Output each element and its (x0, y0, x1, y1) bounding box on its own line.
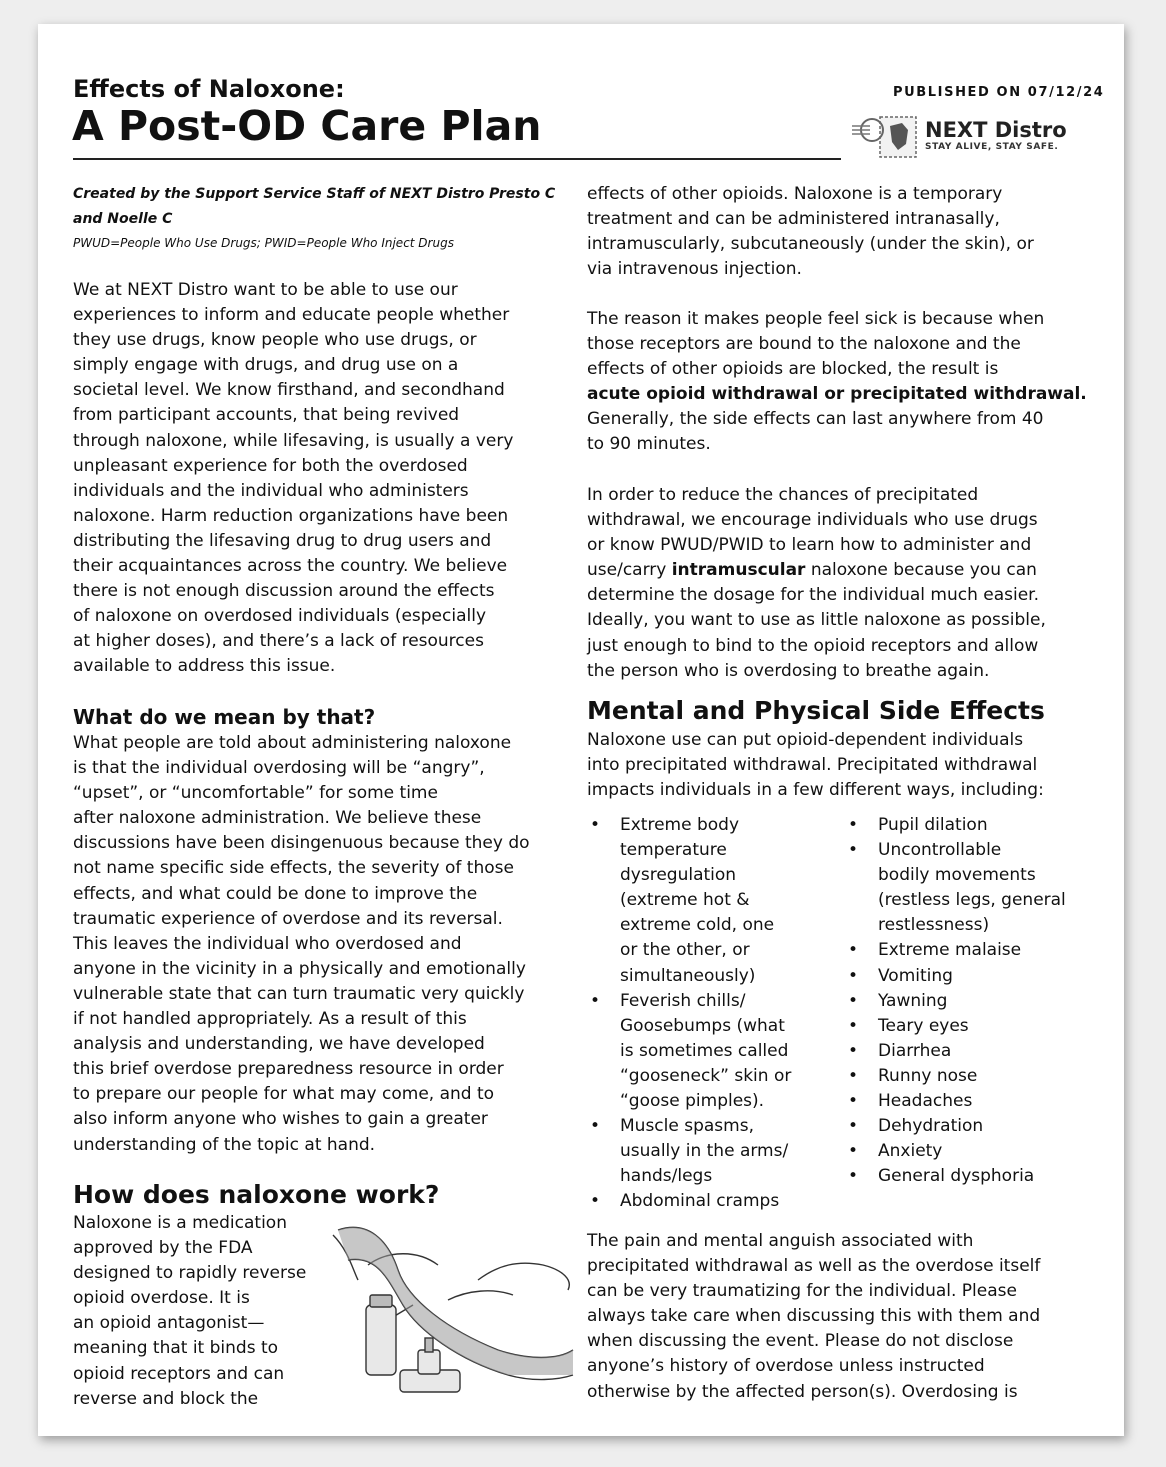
list-item: • Uncontrollable bodily movements (restless legs, general restlessness) (846, 838, 1086, 938)
side-effects-list-a (588, 813, 828, 1215)
meaning-paragraph: What people are told about administering naloxone is that the individual overdosing will be “angry”, “upset”, or “uncomfortable” for some time after naloxone administration. We believe these discussions have been disingenuous because they do not name specific side effects, the severity of those effects, and what could be done to improve the traumatic experience of overdose and its reversal. This leaves the individual who overdosed and anyone in the vicinity in a physically and emotionally vulnerable state that can turn traumatic very quickly if not handled appropriately. As a result of this analysis and understanding, we have developed this brief overdose preparedness resource in order to prepare our people for what may come, and to also inform anyone who wishes to gain a greater understanding of the topic at hand. (73, 733, 530, 1155)
intro-paragraph: We at NEXT Distro want to be able to use our experiences to inform and educate people whether they use drugs, know people who use drugs, or simply engage with drugs, and drug use on a societal level. We know firsthand, and secondhand from participant accounts, that being revived through naloxone, while lifesaving, is usually a very unpleasant experience for both the overdosed individuals and the individual who administers naloxone. Harm reduction organizations have been distributing the lifesaving drug to drug users and their acquaintances across the country. We believe there is not enough discussion around the effects of naloxone on overdosed individuals (especially at higher doses), and there’s a lack of resources available to address this issue. (73, 280, 514, 677)
logo-tagline: STAY ALIVE, STAY SAFE. (925, 142, 1059, 152)
withdrawal-emphasis: acute opioid withdrawal or precipitated withdrawal. (587, 384, 1087, 405)
logo-name: NEXT Distro (925, 118, 1067, 142)
withdrawal-text-a: The reason it makes people feel sick is because when those receptors are bound to the naloxone and the effects of other opioids are blocked, the result is (587, 309, 1045, 380)
list-item: • Feverish chills/ Goosebumps (what is sometimes called “gooseneck” skin or “goose pimples). (588, 989, 828, 1114)
published-date: PUBLISHED ON 07/12/24 (893, 85, 1105, 100)
how-paragraph: Naloxone is a medication approved by the FDA designed to rapidly reverse opioid overdose. It is an opioid antagonist— meaning that it binds to opioid receptors and can reverse and block the (73, 1213, 307, 1409)
list-item: • Headaches (846, 1089, 1086, 1114)
list-item: • Runny nose (846, 1064, 1086, 1089)
list-item: • Yawning (846, 989, 1086, 1014)
list-item: • Pupil dilation (846, 813, 1086, 838)
author-credit: Created by the Support Service Staff of NEXT Distro Presto C and Noelle C (73, 186, 556, 227)
list-item: • Extreme malaise (846, 938, 1086, 963)
meaning-heading: What do we mean by that? (73, 705, 376, 729)
how-heading: How does naloxone work? (73, 1180, 440, 1209)
list-item: • Extreme body temperature dysregulation (extreme hot & extreme cold, one or the other, or simultaneously) (588, 813, 828, 989)
logo-stamp-icon (850, 114, 920, 160)
list-item: • Abdominal cramps (588, 1189, 828, 1214)
title-divider (73, 158, 841, 160)
document-subtitle: Effects of Naloxone: (73, 75, 345, 103)
list-item: • Dehydration (846, 1114, 1086, 1139)
closing-paragraph: The pain and mental anguish associated with precipitated withdrawal as well as the overdose itself can be very traumatizing for the individual. Please always take care when discussing this with them and when discussing the event. Please do not disclose anyone’s history of overdose unless instructed otherwise by the affected person(s). Overdosing is (587, 1231, 1041, 1402)
withdrawal-text-b: Generally, the side effects can last anywhere from 40 to 90 minutes. (587, 409, 1044, 455)
list-item: • Teary eyes (846, 1014, 1086, 1039)
dosage-paragraph (587, 483, 1046, 684)
dosage-text-a: In order to reduce the chances of precipitated withdrawal, we encourage individuals who use drugs or know PWUD/PWID to learn how to administer and use/carry (587, 485, 1038, 581)
document-page (38, 24, 1124, 1436)
naloxone-injection-illustration (328, 1210, 578, 1420)
next-distro-logo (850, 114, 1090, 160)
abbreviations-note: PWUD=People Who Use Drugs; PWID=People Who Inject Drugs (73, 236, 454, 250)
dosage-emphasis: intramuscular (671, 560, 806, 581)
list-item: • Muscle spasms, usually in the arms/ hands/legs (588, 1114, 828, 1189)
side-effects-heading: Mental and Physical Side Effects (587, 696, 1045, 725)
admin-routes-paragraph: effects of other opioids. Naloxone is a temporary treatment and can be administered intranasally, intramuscularly, subcutaneously (under the skin), or via intravenous injection. (587, 184, 1034, 280)
dosage-text-b: naloxone because you can determine the dosage for the individual much easier. Ideally, you want to use as little naloxone as possible, just enough to bind to the opioid receptors and allow the person who is overdosing to breathe again. (587, 560, 1046, 681)
side-effects-list-b (846, 813, 1086, 1189)
list-item: • General dysphoria (846, 1164, 1086, 1189)
side-effects-intro: Naloxone use can put opioid-dependent individuals into precipitated withdrawal. Precipitated withdrawal impacts individuals in a few different ways, including: (587, 730, 1044, 801)
list-item: • Diarrhea (846, 1039, 1086, 1064)
list-item: • Anxiety (846, 1139, 1086, 1164)
document-title: A Post-OD Care Plan (72, 102, 542, 150)
withdrawal-paragraph (587, 307, 1087, 458)
list-item: • Vomiting (846, 964, 1086, 989)
